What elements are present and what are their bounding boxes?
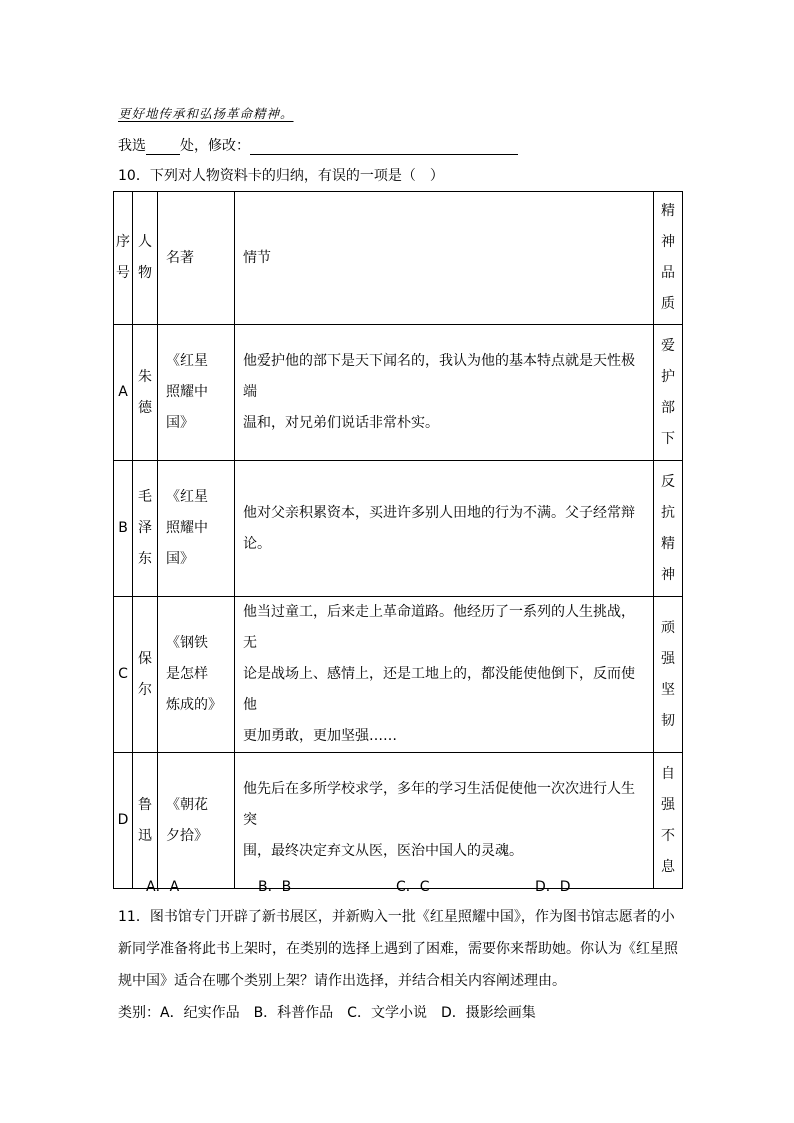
question-11-line-2: 新同学准备将此书上架时，在类别的选择上遇到了困难，需要你来帮助她。你认为《红星照 [118, 941, 678, 957]
previous-answer-tail: 更好地传承和弘扬革命精神。 [118, 106, 294, 121]
question-11-categories: 类别：A．纪实作品 B．科普作品 C．文学小说 D．摄影绘画集 [118, 1005, 536, 1021]
table-row [114, 753, 683, 889]
question-11-line-3: 规中国》适合在哪个类别上架？请作出选择，并结合相关内容阐述理由。 [118, 973, 566, 989]
row-quality: 顽 强 坚 韧 [654, 597, 683, 753]
modify-blank[interactable] [250, 140, 518, 155]
header-seq: 序 号 [114, 192, 133, 325]
position-blank[interactable] [146, 140, 180, 155]
row-book: 《钢铁 是怎样 炼成的》 [158, 597, 235, 753]
row-plot: 他对父亲积累资本，买进许多别人田地的行为不满。父子经常辩论。 [235, 461, 654, 597]
choose-prefix: 我选 [118, 138, 146, 154]
question-11-line-1: 11．图书馆专门开辟了新书展区，并新购入一批《红星照耀中国》，作为图书馆志愿者的小 [118, 909, 675, 925]
row-person: 保 尔 [133, 597, 158, 753]
row-book: 《红星 照耀中 国》 [158, 461, 235, 597]
row-person: 朱 德 [133, 325, 158, 461]
row-plot: 他当过童工，后来走上革命道路。他经历了一系列的人生挑战，无 论是战场上、感情上，还是工地上的，都没能使他倒下，反而使他 更加勇敢，更加坚强…… [235, 597, 654, 753]
option-b[interactable]: B．B [258, 879, 292, 895]
table-row [114, 597, 683, 753]
choose-mid: 处，修改： [180, 138, 250, 154]
header-person: 人 物 [133, 192, 158, 325]
header-book: 名著 [158, 192, 235, 325]
header-plot: 情节 [235, 192, 654, 325]
table-header-row [114, 192, 683, 325]
option-c[interactable]: C．C [396, 879, 430, 895]
row-seq: A [114, 325, 133, 461]
row-seq: C [114, 597, 133, 753]
row-book: 《红星 照耀中 国》 [158, 325, 235, 461]
table-row [114, 461, 683, 597]
row-plot: 他爱护他的部下是天下闻名的，我认为他的基本特点就是天性极端 温和，对兄弟们说话非常朴实。 [235, 325, 654, 461]
character-card-table [113, 191, 683, 889]
table-row [114, 325, 683, 461]
row-person: 毛 泽 东 [133, 461, 158, 597]
question-10-stem: 10．下列对人物资料卡的归纳，有误的一项是（ ） [118, 168, 444, 184]
row-book: 《朝花 夕拾》 [158, 753, 235, 889]
header-quality: 精 神 品 质 [654, 192, 683, 325]
option-d[interactable]: D．D [535, 879, 571, 895]
option-a[interactable]: A．A [146, 879, 180, 895]
row-quality: 爱 护 部 下 [654, 325, 683, 461]
row-plot: 他先后在多所学校求学，多年的学习生活促使他一次次进行人生突 围，最终决定弃文从医，医治中国人的灵魂。 [235, 753, 654, 889]
row-seq: B [114, 461, 133, 597]
choose-modify-line [118, 135, 518, 155]
row-person: 鲁 迅 [133, 753, 158, 889]
row-seq: D [114, 753, 133, 889]
row-quality: 自 强 不 息 [654, 753, 683, 889]
row-quality: 反 抗 精 神 [654, 461, 683, 597]
